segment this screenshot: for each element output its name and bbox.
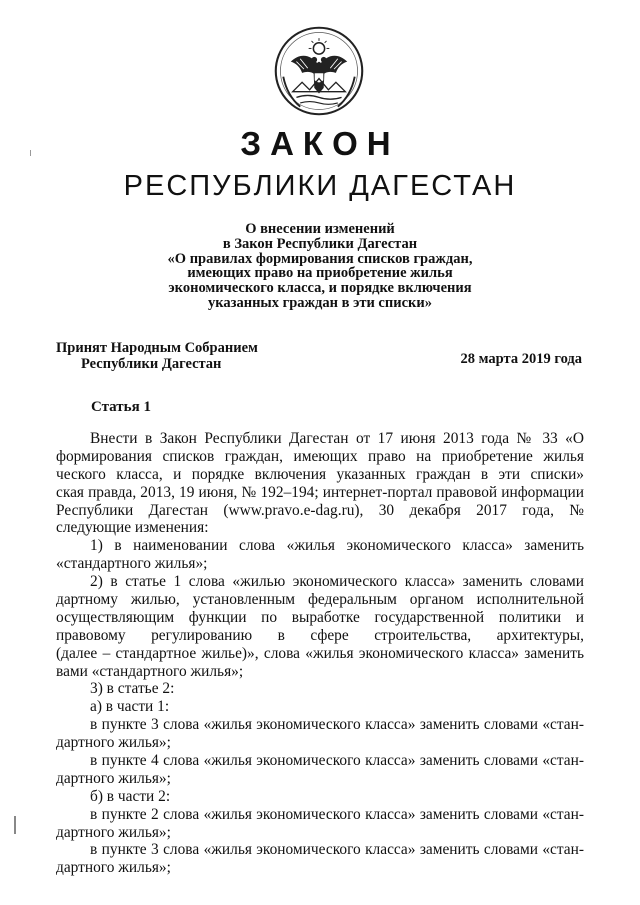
article-text-line: дартного жилья»; (56, 734, 171, 752)
article-body (56, 430, 584, 877)
article-text-line: ская правда, 2013, 19 июня, № 192–194; интернет-портал правовой информации (56, 483, 584, 501)
adoption-date: 28 марта 2019 года (460, 351, 582, 367)
article-text-line: Внести в Закон Республики Дагестан от 17 июня 2013 года № 33 «О (90, 430, 584, 447)
article-text-line: в пункте 3 слова «жилья экономического класса» заменить словами «стан- (90, 716, 584, 734)
document-title: ЗАКОН (240, 125, 400, 162)
scan-mark (14, 816, 16, 834)
document-subtitle: РЕСПУБЛИКИ ДАГЕСТАН (123, 170, 517, 202)
heading-line: экономического класса, и порядке включения (168, 280, 472, 297)
article-text-line: формирования списков граждан, имеющих право на приобретение жилья (56, 447, 584, 465)
heading-line: О внесении изменений (245, 221, 395, 237)
heading-line: «О правилах формирования списков граждан, (167, 250, 473, 267)
law-heading (0, 222, 640, 311)
article-text-line: дартного жилья»; (56, 859, 171, 877)
heading-line: имеющих право на приобретение жилья (187, 265, 453, 282)
article-text-line: в пункте 4 слова «жилья экономического класса» заменить словами «стан- (90, 752, 584, 770)
article-title: Статья 1 (91, 399, 151, 415)
article-text-line: в пункте 3 слова «жилья экономического класса» заменить словами «стан- (90, 841, 584, 859)
dagestan-coat-of-arms-icon (272, 24, 366, 118)
article-text-line: 2) в статье 1 слова «жилью экономического класса» заменить словами (90, 573, 584, 591)
article-text-line: дартного жилья»; (56, 823, 171, 841)
article-text-line: ческого класса, и порядке включения указанных граждан в эти списки» (56, 465, 584, 483)
heading-line: указанных граждан в эти списки» (208, 294, 432, 311)
article-text-line: дартному жилью, установленным федеральным органом исполнительной (56, 591, 584, 609)
article-text-line: 3) в статье 2: (90, 680, 175, 698)
adoption-statement (56, 340, 258, 372)
article-text-line: (далее – стандартное жилье)», слова «жилья экономического класса» заменить (56, 644, 584, 662)
article-text-line: дартного жилья»; (56, 769, 171, 787)
adoption-line: Республики Дагестан (81, 356, 222, 372)
article-text-line: 1) в наименовании слова «жилья экономического класса» заменить (90, 537, 584, 555)
article-text-line: Республики Дагестан (www.pravo.e-dag.ru), 30 декабря 2017 года, № (56, 501, 584, 519)
heading-line: в Закон Республики Дагестан (222, 235, 418, 252)
article-text-line: осуществляющим функции по выработке государственной политики и (56, 608, 584, 626)
article-text-line: в пункте 2 слова «жилья экономического класса» заменить словами «стан- (90, 805, 584, 823)
article-text-line: вами «стандартного жилья»; (56, 662, 244, 680)
article-text-line: б) в части 2: (90, 787, 171, 805)
article-text-line: следующие изменения: (56, 519, 209, 537)
article-text-line: правовому регулированию в сфере строительства, архитектуры, (56, 626, 584, 644)
article-text-line: «стандартного жилья»; (56, 555, 208, 573)
article-text-line: а) в части 1: (90, 698, 170, 716)
adoption-line: Принят Народным Собранием (56, 340, 258, 356)
